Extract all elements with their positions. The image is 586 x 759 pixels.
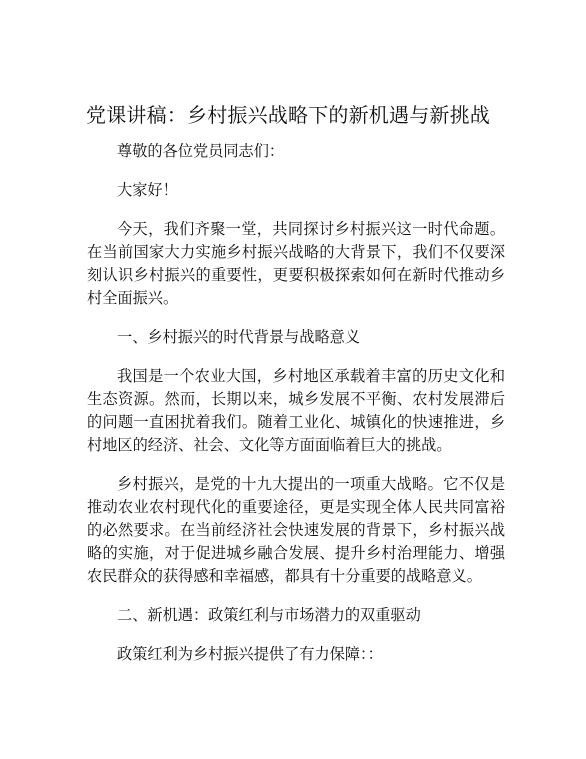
policy-paragraph: 政策红利为乡村振兴提供了有力保障：： — [117, 645, 383, 663]
significance-paragraph: 乡村振兴，是党的十九大提出的一项重大战略。它不仅是推动农业农村现代化的重要途径，更是实现全体人民共同富裕的必然要求。在当前经济社会快速发展的背景下，乡村振兴战略的实施，对于促进城乡融合发展、提升乡村治理能力、增强农民群众的获得感和幸福感，都具有十分重要的战略意义。 — [87, 475, 505, 585]
intro-paragraph: 今天，我们齐聚一堂，共同探讨乡村振兴这一时代命题。在当前国家大力实施乡村振兴战略的大背景下，我们不仅要深刻认识乡村振兴的重要性，更要积极探索如何在新时代推动乡村全面振兴。 — [87, 220, 505, 307]
greeting-paragraph: 大家好！ — [117, 181, 178, 199]
background-paragraph: 我国是一个农业大国，乡村地区承载着丰富的历史文化和生态资源。然而，长期以来，城乡发展不平衡、农村发展滞后的问题一直困扰着我们。随着工业化、城镇化的快速推进，乡村地区的经济、社会、文化等方面面临着巨大的挑战。 — [87, 367, 505, 454]
document-body — [87, 140, 505, 682]
section-heading-1: 一、乡村振兴的时代背景与战略意义 — [117, 328, 360, 346]
section-heading-2: 二、新机遇：政策红利与市场潜力的双重驱动 — [117, 606, 421, 624]
salutation-paragraph: 尊敬的各位党员同志们： — [117, 142, 285, 160]
document-title: 党课讲稿：乡村振兴战略下的新机遇与新挑战 — [86, 103, 490, 127]
